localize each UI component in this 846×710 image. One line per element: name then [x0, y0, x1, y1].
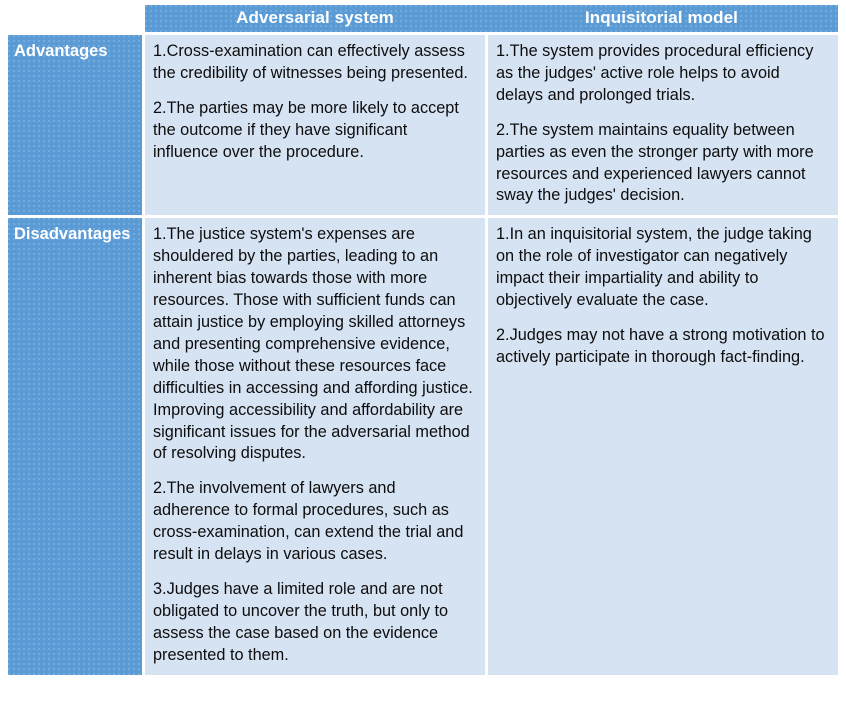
table-corner-cell — [8, 5, 145, 32]
table-header-row — [8, 5, 838, 32]
table-row-advantages — [8, 32, 838, 215]
list-item: 1.Cross-examination can effectively assess the credibility of witnesses being presented. — [153, 42, 468, 82]
row-label-advantages: Advantages — [8, 32, 145, 215]
list-item: 1.In an inquisitorial system, the judge taking on the role of investigator can negatively impact their impartiality and ability to objectively evaluate the case. — [496, 225, 812, 310]
column-header-inquisitorial-model: Inquisitorial model — [485, 5, 838, 32]
table-header — [8, 5, 838, 32]
comparison-table — [8, 5, 838, 675]
row-label-disadvantages: Disadvantages — [8, 215, 145, 674]
table-body — [8, 32, 838, 675]
list-item: 1.The justice system's expenses are shouldered by the parties, leading to an inherent bias towards those with more resources. Those with sufficient funds can attain justice by employing skilled attorneys and presenting comprehensive evidence, while those without these resources face difficulties in accessing and affording justice. Improving accessibility and affordability are significant issues for the adversarial method of resolving disputes. — [153, 225, 473, 463]
table-row-disadvantages — [8, 215, 838, 674]
list-item: 3.Judges have a limited role and are not obligated to uncover the truth, but only to assess the case based on the evidence presented to them. — [153, 579, 449, 664]
cell-disadvantages-adversarial — [145, 215, 485, 674]
cell-advantages-inquisitorial — [485, 32, 838, 215]
cell-disadvantages-inquisitorial — [485, 215, 838, 674]
list-item: 2.The system maintains equality between parties as even the stronger party with more resources and experienced lawyers cannot sway the judges' decision. — [496, 120, 814, 205]
list-item: 2.The involvement of lawyers and adherence to formal procedures, such as cross-examination, can extend the trial and result in delays in various cases. — [153, 479, 464, 564]
list-item: 2.Judges may not have a strong motivation to actively participate in thorough fact-finding. — [496, 325, 825, 366]
cell-advantages-adversarial — [145, 32, 485, 215]
list-item: 1.The system provides procedural efficiency as the judges' active role helps to avoid delays and prolonged trials. — [496, 42, 814, 104]
list-item: 2.The parties may be more likely to accept the outcome if they have significant influence over the procedure. — [153, 98, 459, 161]
column-header-adversarial-system: Adversarial system — [145, 5, 485, 32]
